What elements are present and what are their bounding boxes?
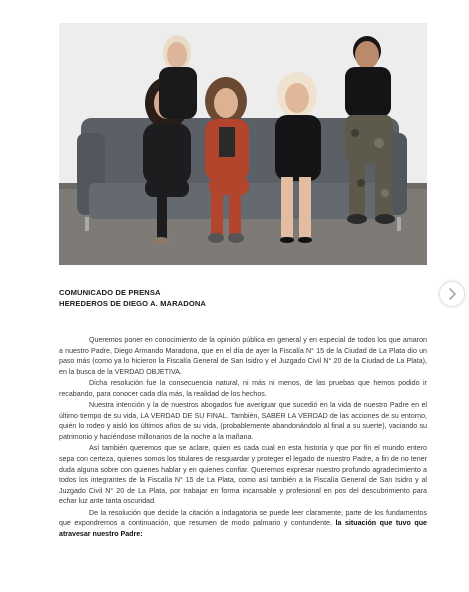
chevron-right-icon (447, 288, 457, 300)
paragraph-1: Queremos poner en conocimiento de la opinión pública en general y en especial de todos los que amaron a nuestro Padre, Diego Armando Maradona, que en el día de ayer la Fiscalía N° 15 de la Ciudad de La Plata dio un paso más (como ya lo hicieron la Fiscalía General de San Isidro y el Juzgado Civil N° 20 de la Ciudad de La Plata), en la busca de la VERDAD OBJETIVA. (59, 336, 427, 376)
family-photo-illustration (59, 23, 427, 265)
paragraph-2: Dicha resolución fue la consecuencia natural, ni más ni menos, de las pruebas que hemos podido ir recabando, para conocer cada día más, la realidad de los hechos. (59, 379, 427, 398)
heading-title: COMUNICADO DE PRENSA (59, 288, 161, 297)
heading-subtitle: HEREDEROS DE DIEGO A. MARADONA (59, 299, 207, 308)
next-button[interactable] (439, 281, 465, 307)
paragraph-5-text: De la resolución que decide la citación a indagatoria se puede leer claramente, parte de los fundamentos que expondremos a continuación, que resumen de modo palmario y contundente, (59, 508, 427, 528)
paragraph-4: Así también queremos que se aclare, quien es cada cual en esta historia y que por fin el mundo entero sepa con certeza, quienes somos los titulares de resguardar y proteger el legado de nuestro Padre, a fin de no tener duda alguna sobre con quienes hablar y en quienes confiar. Queremos expresar nuestro profundo agradecimiento a todos los integrantes de la Fiscalía N° 15 de La Plata, como así también a la Fiscalía General de San Isidro y al Juzgado Civil N° 20 de La Plata, por trabajar en forma incansable y profesional en pos del descubrimiento para echar luz ante tanta oscuridad. (59, 444, 427, 506)
family-photo (59, 23, 427, 265)
press-release-body (59, 335, 427, 540)
press-release-heading (59, 287, 419, 309)
paragraph-5 (59, 508, 427, 540)
paragraph-3: Nuestra intención y la de nuestros abogados fue averiguar que sucedió en la vida de nuestro Padre en el último tiempo de su vida, LA VERDAD DE SU FINAL. También, SABER LA VERDAD de las acciones de su entorno, quién lo rodeo y aisló los últimos años de su vida, (probablemente abandonándolo al final a su suerte), vaciando su patrimonio y haciéndose millonarios de la noche a la mañana. (59, 401, 427, 441)
paragraph-5-bold: la situación que tuvo que atravesar nuestro Padre: (59, 519, 427, 538)
